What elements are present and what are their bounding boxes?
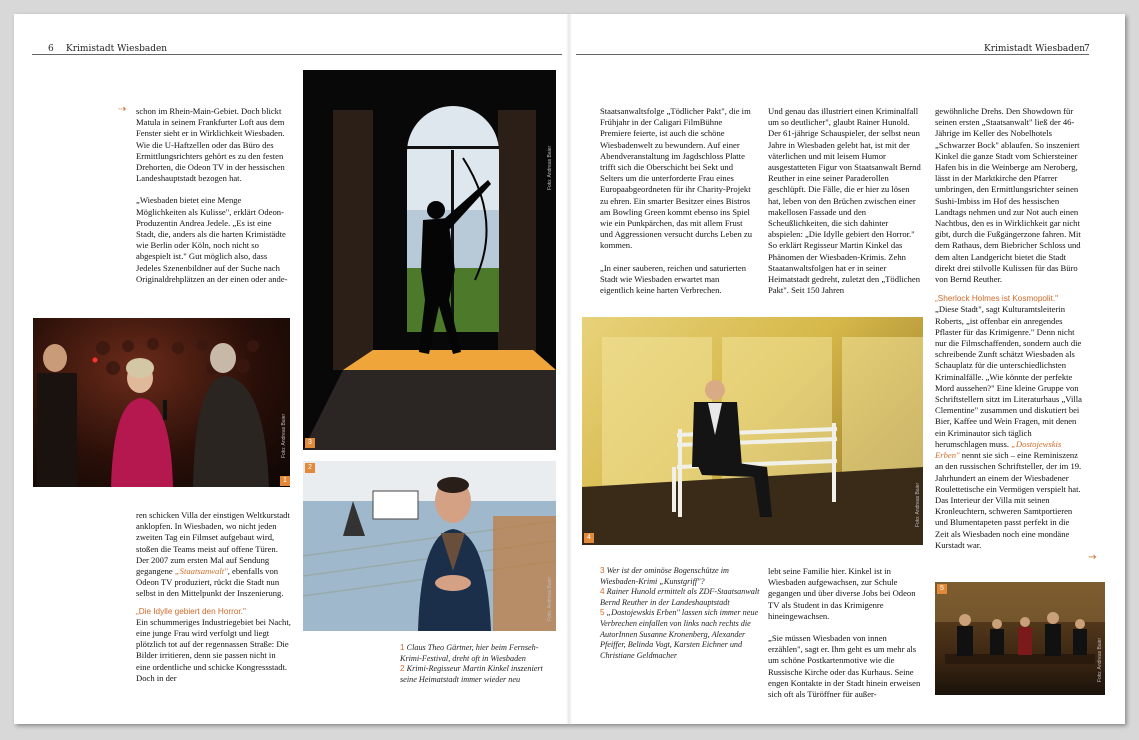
caption-3-text: Wer ist der ominöse Bogenschütze im Wiesbaden-Krimi „Kunstgriff"? [600,566,729,586]
bench-scene-image [582,317,923,545]
col1-paragraph-1: schon im Rhein-Main-Gebiet. Doch blickt Matula in seinem Frankfurter Loft aus dem Fenster sieht er in Wirklichkeit Wiesbaden. Wie die U-Haftzellen oder das Büro des Ermittlungsrichters gehört es zu den festen Drehorten, die Odeon TV in der hessischen Landeshauptstadt bezogen hat. [136,106,285,184]
col4-bottom-text [768,566,923,700]
col1-bottom-text [136,510,291,684]
col1-paragraph-2: „Wiesbaden bietet eine Menge Möglichkeiten als Kulisse", erklärt Odeon-Produzentin Andrea Jedele. „Es ist eine Stadt, die, anders als die harten Krimistädte wie Berlin oder Köln, noch nicht so abgespielt ist." Gut möglich also, dass Jedeles Szenenbildner auf der Suche nach Originaldrehplätzen an der einen oder ande- [136,195,288,284]
photo-4-hunold [582,317,923,545]
caption-1-number: 1 [400,643,405,652]
page-spine [566,14,572,724]
photo-credit-3: Foto: Andreas Baier [547,145,553,190]
captions-right [600,566,760,661]
captions-left [400,643,560,685]
col4-paragraph-1: Und genau das illustriert einen Kriminalfall um so deutlicher", glaubt Rainer Hunold. Der 61-jährige Schauspieler, der selbst neun Jahre in Wiesbaden gelebt hat, ist mit der väterlichen und mit leisem Humor ausgestatteten Figur von Staatsanwalt Bernd Reuther in eine seiner Paraderollen geschlüpft. Die Fälle, die er hier zu lösen hat, leben von den Brüchen zwischen einer makellosen Fassade und den Scheußlichkeiten, die sich dahinter abspielen: „Die Idylle gebiert den Horror." So erklärt Regisseur Martin Kinkel das Phänomen der Wiesbaden-Krimis. Zehn Staatanwaltsfolgen hat er in seiner Heimatstadt gedreht, zuletzt den „Tödlichen Pakt". Seit 150 Jahren [768,106,921,296]
photo-number-1: 1 [280,476,290,486]
right-running-title: Krimistadt Wiesbaden [984,44,1086,54]
photo-5-authors [935,582,1105,695]
caption-3 [600,566,760,587]
festival-scene-image [33,318,290,487]
photo-number-3: 3 [305,438,315,448]
caption-1-text: Claus Theo Gärtner, hier beim Fernseh-Krimi-Festival, dreht oft in Wiesbaden [400,643,539,663]
col4-paragraph-3: „Sie müssen Wiesbaden von innen erzählen", sagt er. Ihm geht es um mehr als um schöne Postkartenmotive wie die Russische Kirche oder das Kurhaus. Seine engen Kontakte in der Stadt hinein erweisen sich oft als Türöffner für außer- [768,633,921,700]
col4-text [768,106,923,296]
photo-number-4: 4 [584,533,594,543]
caption-5 [600,608,760,661]
right-page-number: 7 [1084,44,1090,54]
photo-credit-2: Foto: Andreas Baier [547,576,553,621]
col1-paragraph-3-a: ren schicken Villa der einstigen Weltkurstadt anklopfen. In Wiesbaden, wo nicht jeden zweiten Tag ein Filmset aufgebaut wird, stoßen die Teams meist auf offene Türen. Der 2007 zum ersten Mal auf Sendung gegangene [136,510,290,577]
photo-number-5: 5 [937,584,947,594]
col5-paragraph-2 [935,304,1085,550]
arrow-right-icon: ⇢ [118,104,127,115]
left-header-rule [32,54,562,55]
authors-scene-image [935,582,1105,695]
photo-credit-5: Foto: Andreas Baier [1097,637,1103,682]
col3-paragraph-2: „In einer sauberen, reichen und saturierten Stadt wie Wiesbaden erwartet man eigentlich keine harten Verbrechen. [600,262,747,296]
caption-5-number: 5 [600,608,605,618]
subhead-sherlock: „Sherlock Holmes ist Kosmopolit." [935,294,1059,304]
caption-4-text: Rainer Hunold ermittelt als ZDF-Staatsanwalt Bernd Reuther in der Landeshauptstadt [600,587,760,607]
photo-3-archer [303,70,556,450]
caption-2 [400,664,560,685]
col5-text [935,106,1085,551]
col5-paragraph-2-a: „Diese Stadt", sagt Kulturamtsleiterin Roberts, „ist offenbar ein anregendes Pflaster für das Krimigenre." Denn nicht nur die Filmschaffenden, sondern auch die schreibende Zunft schätzt Wiesbaden als Schauplatz für die unterschiedlichsten Kriminalfälle. „Wie könnte der perfekte Mord aussehen?" Eine kleine Gruppe von Schriftstellern sitzt im Literaturhaus „Villa Clementine" zusammen und diskutiert bei Bier, Kaffee und Wein Fragen, mit denen ein Kriminautor sich täglich herumschlagen muss. [935,304,1082,449]
staatsanwalt-title: „Staatsanwalt" [174,566,228,577]
archer-scene-image [303,70,556,450]
col5-paragraph-1: gewöhnliche Drehs. Den Showdown für seinen ersten „Staatsanwalt" ließ der 46-Jährige im Keller des Nobelhotels „Schwarzer Bock" ablaufen. So inszeniert Kinkel die ganze Stadt vom Schiersteiner Hafen bis in die Weinberge am Neroberg, lässt in der Marktkirche den Pfarrer umbringen, den Ermittlungsrichter seinen Sushi-Imbiss im Hof des hessischen Landtags nehmen und zur Not auch einen Nachtbus, den es in Wirklichkeit gar nicht gibt, durch die Fußgängerzone fahren. Mit dem Rathaus, dem Biebricher Schloss und dem alten Landgericht bietet die Stadt direkt drei stilvolle Kulissen für das Büro von Bernd Reuther. [935,106,1081,285]
col4-paragraph-2: lebt seine Familie hier. Kinkel ist in Wiesbaden aufgewachsen, zur Schule gegangen und über diverse Jobs bei Odeon TV als Student in das Krimigenre hineingewachsen. [768,566,916,621]
right-header-rule [576,54,1089,55]
left-running-title: Krimistadt Wiesbaden [66,44,168,54]
col3-text [600,106,755,296]
col1-paragraph-3-b: , ebenfalls von Odeon TV produziert, rückt die Stadt nun selbst in den Mittelpunkt der Inszenierung. [136,566,284,599]
col1-paragraph-4: Ein schummeriges Industriegebiet bei Nacht, eine junge Frau wird verfolgt und liegt plötzlich tot auf der regennassen Straße: Die Bilder irritieren, denn sie passen nicht in eine ordentliche und schicke Kongressstadt. Doch in der [136,616,291,683]
photo-2-director [303,461,556,631]
col1-paragraph-3 [136,510,291,600]
arrow-right-icon: → [1088,552,1097,563]
caption-2-text: Krimi-Regisseur Martin Kinkel inszeniert seine Heimatstadt immer wieder neu [400,664,543,684]
photo-credit-4: Foto: Andreas Baier [915,482,921,527]
caption-2-number: 2 [400,664,405,674]
subhead-idylle: „Die Idylle gebiert den Horror." [136,606,246,616]
caption-5-text: „Dostojewskis Erben" lassen sich immer neue Verbrechen einfallen von links nach rechts die AutorInnen Susanne Kronenberg, Alexander Pfeiffer, Belinda Vogt, Karsten Eichner und Christiane Geldmacher [600,608,759,660]
photo-number-2: 2 [305,463,315,473]
director-scene-image [303,461,556,631]
dostojewskis-erben-name: „Dostojewskis Erben" [935,438,1062,461]
photo-1-festival [33,318,290,487]
caption-3-number: 3 [600,566,605,575]
caption-4 [600,587,760,608]
col5-paragraph-2-b: nennt sie sich – eine Reminiszenz an den russischen Schriftsteller, der im 19. Jahrhundert an einem der Wiesbadener Roulettetische ein Vermögen verspielt hat. Das Interieur der Villa mit seinen Kronleuchtern, schweren Samtportieren und Blumentapeten passt perfekt in die Zeit als Wiesbaden noch eine mondäne Kurstadt war. [935,450,1082,550]
col1-top-text [136,106,291,285]
photo-credit-1: Foto: Andreas Baier [281,413,287,458]
caption-1 [400,643,560,664]
left-page-number: 6 [48,44,54,54]
caption-4-number: 4 [600,587,605,597]
col3-paragraph-1: Staatsanwaltsfolge „Tödlicher Pakt", die im Frühjahr in der Caligari FilmBühne Premiere feierte, ist auch die schöne Wiesbadenwelt zu bewundern. Auf einer Abendveranstaltung im Jagdschloss Platte trifft sich die Oberschicht bei Sekt und Selters um die unterforderte Frau eines Europaabgeordneten für ihr Charity-Projekt zu ehren. Ein smarter Besitzer eines Bistros am Bowling Green kommt ebenso ins Spiel wie ein Punkpärchen, das mit allem Frust und Aggressionen versucht durchs Leben zu kommen. [600,106,753,251]
